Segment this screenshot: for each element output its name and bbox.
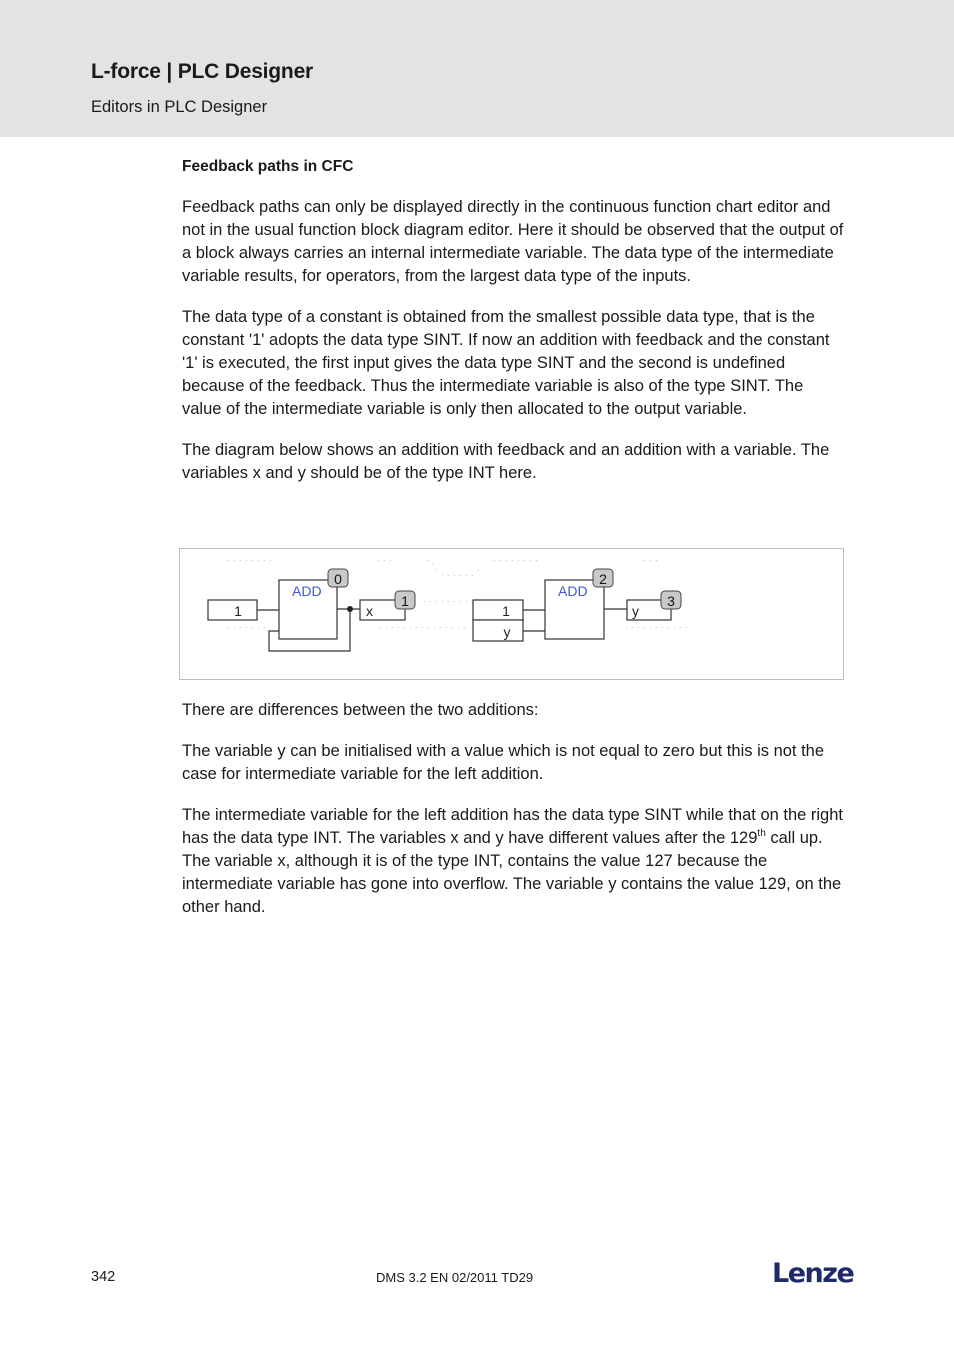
paragraph-4: There are differences between the two additions: (182, 701, 539, 719)
right-block-order: 2 (599, 571, 607, 587)
left-block-label: ADD (292, 583, 322, 599)
paragraph-5: The variable y can be initialised with a value which is not equal to zero but this is not the case for intermediate variable for the left addition. (182, 742, 825, 783)
left-output-order: 1 (401, 593, 409, 609)
paragraph-1: Feedback paths can only be displayed directly in the continuous function chart editor and not in the usual function block diagram editor. Here it should be observed that the output of a block always carries an internal intermediate variable. The data type of the intermediate variable results, for operators, from the largest data type of the inputs. (182, 198, 844, 285)
lenze-logo: Lenze (772, 1258, 854, 1289)
paragraph-3: The diagram below shows an addition with feedback and an addition with a variable. The variables x and y should be of the type INT here. (182, 441, 830, 482)
paragraph-6 (182, 804, 844, 919)
feedback-junction (347, 606, 353, 612)
document-title: L-force | PLC Designer (91, 60, 314, 83)
ordinal-suffix: th (757, 828, 766, 839)
right-var-box (473, 620, 523, 641)
cfc-diagram (179, 548, 844, 680)
left-block-order: 0 (334, 571, 342, 587)
right-input-const: 1 (502, 603, 510, 619)
paragraph-6-start: The intermediate variable for the left addition has the data type SINT while that on the right has the data type INT. The variables x and y have different values after the 129 (182, 806, 843, 847)
section-heading: Feedback paths in CFC (182, 158, 354, 175)
paragraph-2: The data type of a constant is obtained from the smallest possible data type, that is the constant '1' adopts the data type SINT. If now an addition with feedback and the constant '1' is executed, the first input gives the data type SINT and the second is undefined because of the feedback. Thus the intermediate variable is also of the type SINT. The value of the intermediate variable is only then allocated to the output variable. (182, 308, 830, 418)
left-output-var: x (366, 603, 373, 619)
left-input-const: 1 (234, 603, 242, 619)
main-content (182, 156, 844, 503)
left-input-box (208, 600, 257, 620)
document-subtitle: Editors in PLC Designer (91, 98, 268, 116)
main-content-continued (182, 699, 844, 937)
paragraph-6-end: call up. The variable x, although it is of the type INT, contains the value 127 because the intermediate variable has gone into overflow. The variable y contains the value 129, on the other hand. (182, 829, 842, 916)
right-output-order: 3 (667, 593, 675, 609)
right-input-box (473, 600, 523, 620)
cfc-diagram-canvas (180, 549, 843, 679)
page-header (0, 0, 954, 137)
page-number: 342 (91, 1269, 116, 1285)
right-output-var: y (632, 603, 639, 619)
right-input-var: y (503, 624, 511, 640)
right-block-label: ADD (558, 583, 588, 599)
document-id: DMS 3.2 EN 02/2011 TD29 (376, 1270, 534, 1285)
